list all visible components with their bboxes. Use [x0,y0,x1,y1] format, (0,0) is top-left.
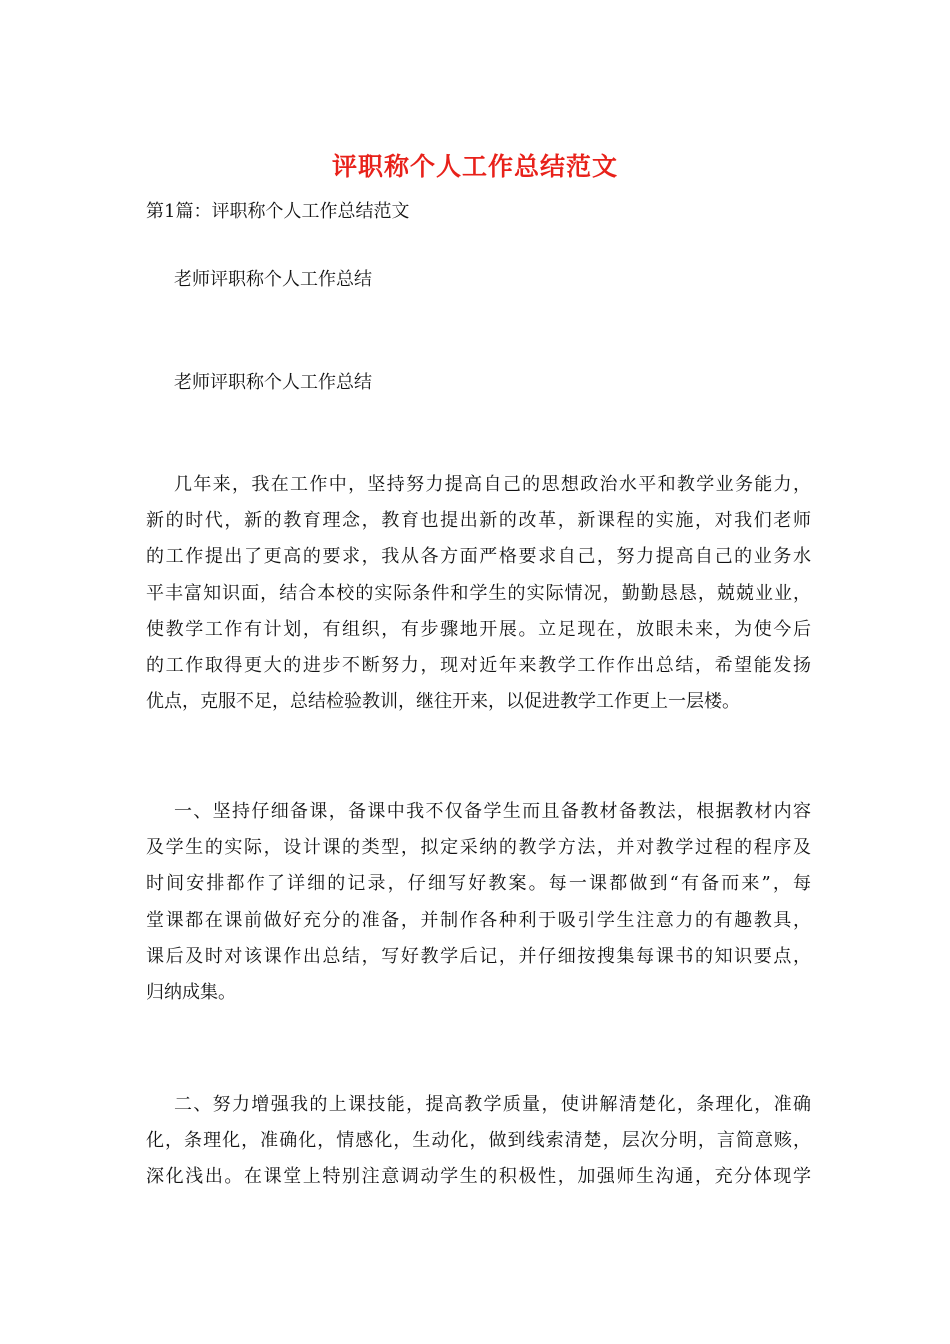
article-subtitle: 第1篇：评职称个人工作总结范文 [146,201,410,222]
paragraph-line: 二、努力增强我的上课技能，提高教学质量，使讲解清楚化，条理化，准确 [174,1094,811,1115]
section-heading: 老师评职称个人工作总结 [174,269,372,290]
paragraph-line: 优点，克服不足，总结检验教训，继往开来，以促进教学工作更上一层楼。 [146,691,740,713]
paragraph-line: 深化浅出。在课堂上特别注意调动学生的积极性，加强师生沟通，充分体现学 [146,1166,811,1188]
paragraph-line: 新的时代，新的教育理念，教育也提出新的改革，新课程的实施，对我们老师 [146,510,811,532]
paragraph-line: 及学生的实际，设计课的类型，拟定采纳的教学方法，并对教学过程的程序及 [146,837,811,859]
section-heading: 老师评职称个人工作总结 [174,372,372,393]
paragraph-line: 几年来，我在工作中，坚持努力提高自己的思想政治水平和教学业务能力， [174,474,811,495]
paragraph-line: 一、坚持仔细备课，备课中我不仅备学生而且备教材备教法，根据教材内容 [174,801,811,822]
paragraph-line: 化，条理化，准确化，情感化，生动化，做到线索清楚，层次分明，言简意赅， [146,1130,811,1152]
paragraph [146,1087,811,1196]
paragraph-line: 使教学工作有计划，有组织，有步骤地开展。立足现在，放眼未来，为使今后 [146,618,811,640]
paragraph-line: 的工作提出了更高的要求，我从各方面严格要求自己，努力提高自己的业务水 [146,546,811,568]
paragraph [146,467,811,720]
paragraph-line: 归纳成集。 [146,982,236,1004]
paragraph-line: 堂课都在课前做好充分的准备，并制作各种利于吸引学生注意力的有趣教具， [146,909,811,931]
document-title: 评职称个人工作总结范文 [331,152,618,181]
paragraph-line: 的工作取得更大的进步不断努力，现对近年来教学工作作出总结，希望能发扬 [146,655,811,677]
paragraph-line: 课后及时对该课作出总结，写好教学后记，并仔细按搜集每课书的知识要点， [146,945,811,967]
paragraph [146,794,811,1011]
paragraph-line: 平丰富知识面，结合本校的实际条件和学生的实际情况，勤勤恳恳，兢兢业业， [146,582,811,604]
paragraph-line: 时间安排都作了详细的记录，仔细写好教案。每一课都做到“有备而来”，每 [146,873,811,895]
